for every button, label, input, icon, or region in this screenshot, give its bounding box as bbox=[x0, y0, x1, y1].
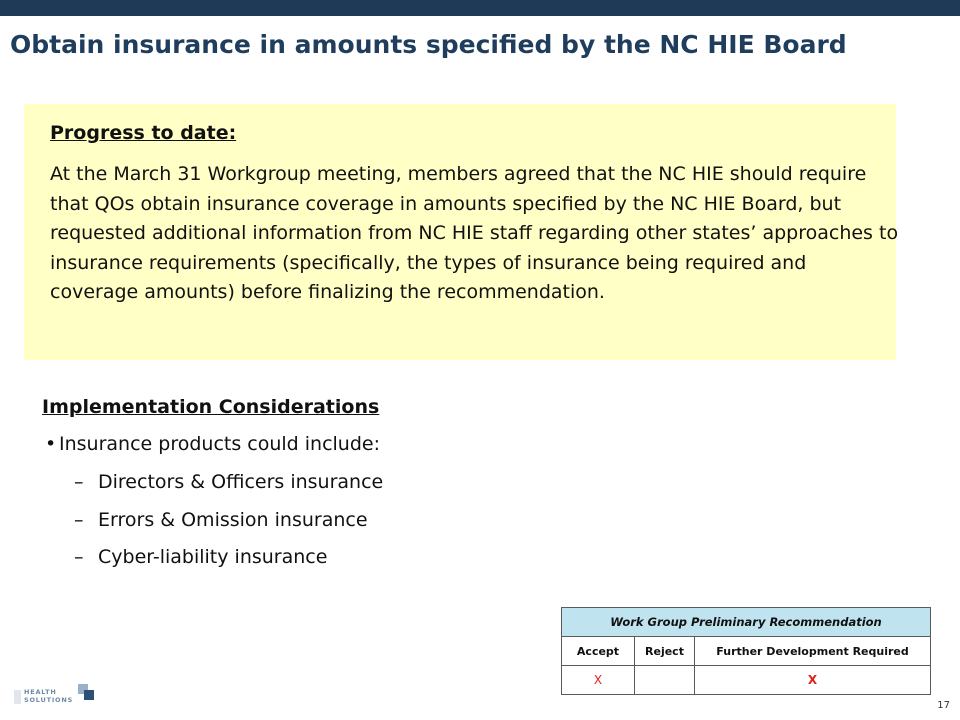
progress-heading: Progress to date: bbox=[50, 122, 237, 144]
logo-text bbox=[24, 689, 73, 704]
top-accent-bar bbox=[0, 0, 960, 16]
column-header-reject: Reject bbox=[635, 637, 695, 666]
list-item-text: Errors & Omission insurance bbox=[98, 508, 368, 531]
progress-body: At the March 31 Workgroup meeting, members agreed that the NC HIE should require that QOs obtain insurance coverage in amounts specified by the NC HIE Board, but requested additional information from NC HIE staff regarding other states’ approaches to insurance requirements (specifically, the types of insurance being required and coverage amounts) before finalizing the recommendation. bbox=[50, 163, 899, 304]
further-development-mark: X bbox=[695, 666, 931, 695]
dash-icon: – bbox=[74, 508, 84, 531]
list-item-text: Cyber-liability insurance bbox=[98, 546, 328, 568]
list-item bbox=[74, 468, 383, 506]
progress-callout bbox=[24, 104, 899, 360]
page-number: 17 bbox=[937, 700, 950, 711]
health-solutions-logo bbox=[14, 676, 100, 710]
dash-icon: – bbox=[74, 546, 84, 568]
logo-text-line1: HEALTH bbox=[24, 688, 57, 696]
bullet-item bbox=[45, 430, 380, 458]
bullet-icon: • bbox=[45, 433, 57, 455]
implementation-heading: Implementation Considerations bbox=[42, 396, 380, 418]
list-item-text: Directors & Officers insurance bbox=[98, 471, 384, 493]
table-row bbox=[562, 666, 931, 695]
column-header-accept: Accept bbox=[562, 637, 635, 666]
insurance-list bbox=[74, 468, 383, 581]
table-header-row bbox=[562, 637, 931, 666]
list-item bbox=[74, 506, 383, 544]
slide-title: Obtain insurance in amounts specified by the NC HIE Board bbox=[10, 30, 847, 59]
column-header-further-development: Further Development Required bbox=[695, 637, 931, 666]
table-caption: Work Group Preliminary Recommendation bbox=[562, 608, 931, 637]
accept-mark: X bbox=[562, 666, 635, 695]
recommendation-table bbox=[561, 607, 931, 695]
reject-mark bbox=[635, 666, 695, 695]
dash-icon: – bbox=[74, 471, 84, 493]
logo-text-line2: SOLUTIONS bbox=[24, 695, 74, 704]
list-item bbox=[74, 543, 383, 581]
bullet-text: Insurance products could include: bbox=[59, 433, 381, 455]
